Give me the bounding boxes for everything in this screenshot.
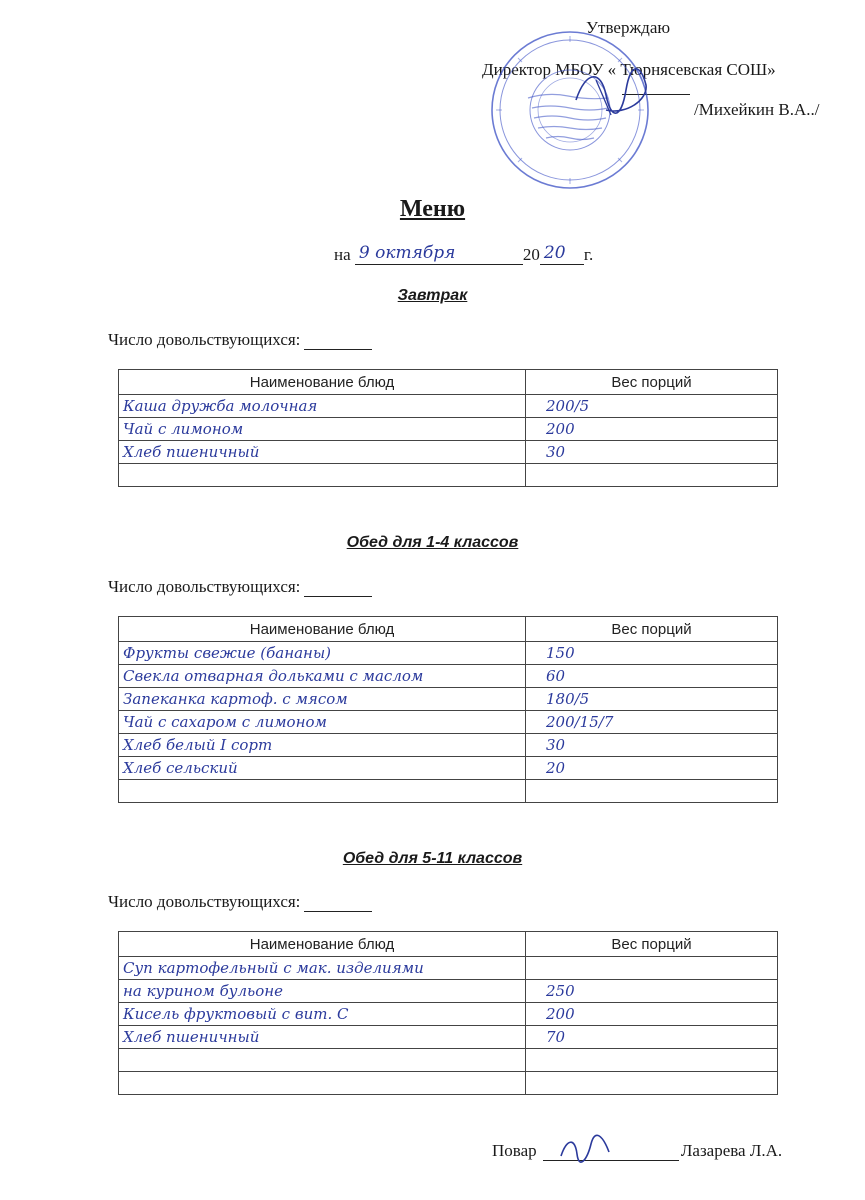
table-row bbox=[119, 957, 778, 980]
dish-cell: Чай с сахаром с лимоном bbox=[119, 711, 526, 734]
weight-cell: 30 bbox=[526, 734, 778, 757]
breakfast-count bbox=[108, 330, 372, 350]
cook-label: Повар bbox=[492, 1141, 537, 1160]
weight-cell bbox=[526, 780, 778, 803]
cook-signature-row bbox=[492, 1140, 782, 1161]
table-header-row bbox=[119, 617, 778, 642]
table-row bbox=[119, 441, 778, 464]
table-row bbox=[119, 757, 778, 780]
count-blank bbox=[304, 895, 372, 912]
table-row bbox=[119, 1072, 778, 1095]
lunch-1-4-table bbox=[118, 616, 778, 803]
table-row bbox=[119, 980, 778, 1003]
dish-cell: Суп картофельный с мак. изделиями bbox=[119, 957, 526, 980]
date-year-prefix: 20 bbox=[522, 245, 540, 264]
table-row bbox=[119, 395, 778, 418]
director-title: Директор МБОУ « Тюрнясевская СОШ» bbox=[482, 60, 776, 79]
dish-cell: Хлеб пшеничный bbox=[119, 1026, 526, 1049]
dish-cell: Хлеб белый I сорт bbox=[119, 734, 526, 757]
weight-cell: 200/15/7 bbox=[526, 711, 778, 734]
weight-cell bbox=[526, 1049, 778, 1072]
date-year-suffix: 20 bbox=[543, 243, 566, 263]
weight-cell bbox=[526, 1072, 778, 1095]
count-label: Число довольствующихся: bbox=[108, 577, 301, 596]
table-row bbox=[119, 688, 778, 711]
table-row bbox=[119, 464, 778, 487]
table-row bbox=[119, 1049, 778, 1072]
column-header-dish: Наименование блюд bbox=[119, 617, 526, 642]
weight-cell: 30 bbox=[526, 441, 778, 464]
dish-cell: на курином бульоне bbox=[119, 980, 526, 1003]
weight-cell bbox=[526, 464, 778, 487]
weight-cell bbox=[526, 957, 778, 980]
weight-cell: 70 bbox=[526, 1026, 778, 1049]
breakfast-table bbox=[118, 369, 778, 487]
section-title-breakfast: Завтрак bbox=[397, 287, 468, 304]
section-title-lunch-5-11: Обед для 5-11 классов bbox=[342, 850, 523, 867]
cook-name: Лазарева Л.А. bbox=[680, 1141, 783, 1160]
date-day-month-field bbox=[355, 244, 523, 265]
table-row bbox=[119, 734, 778, 757]
dish-cell: Свекла отварная дольками с маслом bbox=[119, 665, 526, 688]
weight-cell: 180/5 bbox=[526, 688, 778, 711]
column-header-weight: Вес порций bbox=[526, 932, 778, 957]
table-row bbox=[119, 665, 778, 688]
weight-cell: 200 bbox=[526, 1003, 778, 1026]
dish-cell: Запеканка картоф. с мясом bbox=[119, 688, 526, 711]
table-header-row bbox=[119, 932, 778, 957]
count-blank bbox=[304, 580, 372, 597]
dish-cell: Чай с лимоном bbox=[119, 418, 526, 441]
approval-heading: Утверждаю bbox=[586, 18, 671, 37]
count-label: Число довольствующихся: bbox=[108, 330, 301, 349]
director-name: /Михейкин В.А../ bbox=[694, 100, 820, 119]
table-row bbox=[119, 418, 778, 441]
date-prefix: на bbox=[334, 245, 351, 264]
lunch-1-4-count bbox=[108, 577, 372, 597]
cook-signature bbox=[557, 1134, 617, 1164]
dish-cell bbox=[119, 464, 526, 487]
column-header-weight: Вес порций bbox=[526, 370, 778, 395]
table-row bbox=[119, 1026, 778, 1049]
section-title-lunch-1-4: Обед для 1-4 классов bbox=[346, 534, 519, 551]
table-row bbox=[119, 711, 778, 734]
count-blank bbox=[304, 333, 372, 350]
table-row bbox=[119, 1003, 778, 1026]
menu-date bbox=[334, 244, 593, 265]
lunch-5-11-count bbox=[108, 892, 372, 912]
count-label: Число довольствующихся: bbox=[108, 892, 301, 911]
weight-cell: 200 bbox=[526, 418, 778, 441]
weight-cell: 250 bbox=[526, 980, 778, 1003]
weight-cell: 20 bbox=[526, 757, 778, 780]
dish-cell bbox=[119, 1049, 526, 1072]
table-row bbox=[119, 780, 778, 803]
dish-cell bbox=[119, 780, 526, 803]
cook-signature-line bbox=[543, 1140, 679, 1161]
dish-cell: Фрукты свежие (бананы) bbox=[119, 642, 526, 665]
column-header-dish: Наименование блюд bbox=[119, 932, 526, 957]
date-year-field bbox=[540, 244, 584, 265]
lunch-5-11-table bbox=[118, 931, 778, 1095]
column-header-weight: Вес порций bbox=[526, 617, 778, 642]
table-row bbox=[119, 642, 778, 665]
date-suffix: г. bbox=[583, 245, 594, 264]
table-header-row bbox=[119, 370, 778, 395]
dish-cell: Хлеб пшеничный bbox=[119, 441, 526, 464]
date-day-month: 9 октября bbox=[358, 243, 456, 263]
weight-cell: 200/5 bbox=[526, 395, 778, 418]
dish-cell bbox=[119, 1072, 526, 1095]
page-title: Меню bbox=[399, 196, 466, 222]
dish-cell: Кисель фруктовый с вит. С bbox=[119, 1003, 526, 1026]
dish-cell: Хлеб сельский bbox=[119, 757, 526, 780]
column-header-dish: Наименование блюд bbox=[119, 370, 526, 395]
weight-cell: 60 bbox=[526, 665, 778, 688]
director-signature bbox=[566, 60, 656, 130]
dish-cell: Каша дружба молочная bbox=[119, 395, 526, 418]
weight-cell: 150 bbox=[526, 642, 778, 665]
